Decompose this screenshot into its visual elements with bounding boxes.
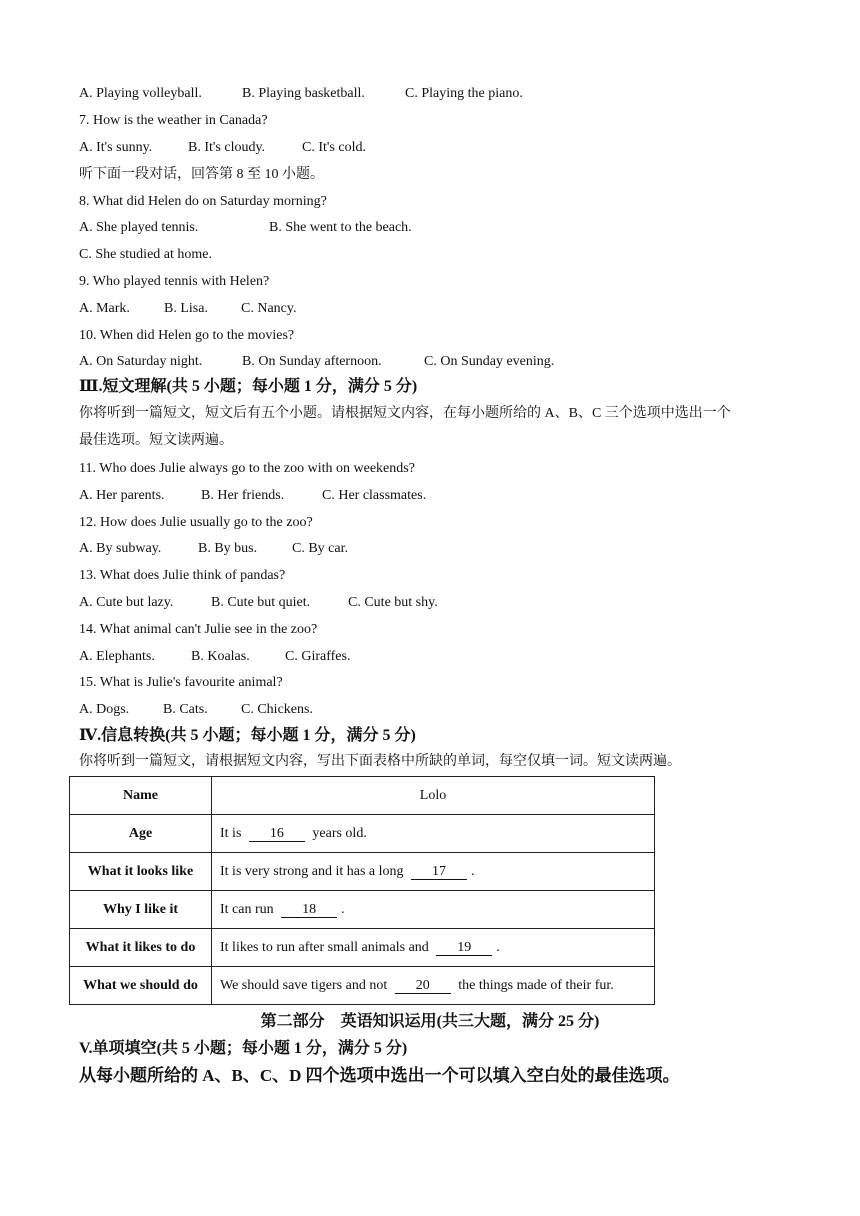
q8-option-a: A. She played tennis. — [79, 220, 199, 235]
section4-title: Ⅳ.信息转换(共 5 小题；每小题 1 分，满分 5 分) — [79, 727, 416, 744]
q12-option-c: C. By car. — [292, 541, 348, 556]
section5-instruction: 从每小题所给的 A、B、C、D 四个选项中选出一个可以填入空白处的最佳选项。 — [79, 1066, 680, 1085]
q14-options — [79, 648, 350, 666]
q6-option-b: B. Playing basketball. — [242, 86, 365, 101]
table-label-likes: What it likes to do — [70, 929, 212, 967]
q7-options — [79, 139, 366, 157]
q6-option-a: A. Playing volleyball. — [79, 86, 202, 101]
table-row — [70, 967, 655, 1005]
dialog-instruction: 听下面一段对话，回答第 8 至 10 小题。 — [79, 167, 324, 182]
q7-option-c: C. It's cold. — [302, 140, 366, 155]
table-value-age — [212, 815, 655, 853]
likes-text-pre: It likes to run after small animals and — [220, 939, 429, 955]
table-row — [70, 777, 655, 815]
q10-option-a: A. On Saturday night. — [79, 354, 203, 369]
table-value-looks — [212, 853, 655, 891]
q15-option-c: C. Chickens. — [241, 702, 313, 717]
section3-instruction-2: 最佳选项。短文读两遍。 — [79, 433, 233, 448]
q12-option-b: B. By bus. — [198, 541, 258, 556]
q15-option-b: B. Cats. — [163, 702, 208, 717]
q14-option-a: A. Elephants. — [79, 649, 155, 664]
q13-options — [79, 594, 438, 612]
table-label-name: Name — [70, 777, 212, 815]
section3-title: Ⅲ.短文理解(共 5 小题；每小题 1 分，满分 5 分) — [79, 378, 418, 395]
q7-option-a: A. It's sunny. — [79, 140, 153, 155]
q6-options — [79, 85, 523, 103]
q6-option-c: C. Playing the piano. — [405, 86, 523, 101]
q15-stem: 15. What is Julie's favourite animal? — [79, 675, 283, 690]
part2-title: 第二部分 英语知识运用(共三大题，满分 25 分) — [260, 1013, 600, 1030]
q10-option-b: B. On Sunday afternoon. — [242, 354, 382, 369]
age-text-post: years old. — [312, 825, 367, 841]
table-row — [70, 853, 655, 891]
q9-option-a: A. Mark. — [79, 301, 130, 316]
q8-stem: 8. What did Helen do on Saturday morning? — [79, 194, 327, 209]
q8-option-b: B. She went to the beach. — [269, 220, 412, 235]
table-row — [70, 891, 655, 929]
table-value-should — [212, 967, 655, 1005]
section4-instruction: 你将听到一篇短文，请根据短文内容，写出下面表格中所缺的单词，每空仅填一词。短文读两遍。 — [79, 754, 681, 769]
table-label-looks: What it looks like — [70, 853, 212, 891]
q9-option-b: B. Lisa. — [164, 301, 208, 316]
q8-options-row1 — [79, 219, 412, 237]
q14-stem: 14. What animal can't Julie see in the zoo? — [79, 622, 318, 637]
q9-options — [79, 300, 296, 318]
blank-18: 18 — [281, 903, 337, 918]
q13-option-a: A. Cute but lazy. — [79, 595, 174, 610]
q7-option-b: B. It's cloudy. — [188, 140, 266, 155]
q12-stem: 12. How does Julie usually go to the zoo? — [79, 515, 313, 530]
q11-stem: 11. Who does Julie always go to the zoo with on weekends? — [79, 461, 415, 476]
table-value-why — [212, 891, 655, 929]
q15-option-a: A. Dogs. — [79, 702, 130, 717]
q10-options — [79, 353, 554, 371]
q14-option-b: B. Koalas. — [191, 649, 250, 664]
q12-option-a: A. By subway. — [79, 541, 162, 556]
q13-option-c: C. Cute but shy. — [348, 595, 438, 610]
table-value-name: Lolo — [212, 777, 655, 815]
should-text-pre: We should save tigers and not — [220, 977, 388, 993]
blank-17: 17 — [411, 865, 467, 880]
age-text-pre: It is — [220, 825, 242, 841]
looks-text-post: . — [471, 863, 475, 879]
q13-option-b: B. Cute but quiet. — [211, 595, 311, 610]
section3-instruction-1: 你将听到一篇短文，短文后有五个小题。请根据短文内容，在每小题所给的 A、B、C 三个选项中选出一个 — [79, 406, 731, 421]
q10-stem: 10. When did Helen go to the movies? — [79, 328, 295, 343]
q11-option-a: A. Her parents. — [79, 488, 165, 503]
q11-options — [79, 487, 426, 505]
table-row — [70, 815, 655, 853]
q11-option-c: C. Her classmates. — [322, 488, 427, 503]
table-label-age: Age — [70, 815, 212, 853]
why-text-post: . — [341, 901, 345, 917]
table-value-likes — [212, 929, 655, 967]
likes-text-post: . — [496, 939, 500, 955]
q9-stem: 9. Who played tennis with Helen? — [79, 274, 270, 289]
looks-text-pre: It is very strong and it has a long — [220, 863, 404, 879]
table-row — [70, 929, 655, 967]
q14-option-c: C. Giraffes. — [285, 649, 351, 664]
q7-stem: 7. How is the weather in Canada? — [79, 113, 268, 128]
q11-option-b: B. Her friends. — [201, 488, 285, 503]
q15-options — [79, 701, 313, 719]
q12-options — [79, 540, 348, 558]
blank-20: 20 — [395, 979, 451, 994]
table-label-why: Why I like it — [70, 891, 212, 929]
info-table — [69, 776, 655, 1005]
should-text-post: the things made of their fur. — [458, 977, 614, 993]
q10-option-c: C. On Sunday evening. — [424, 354, 555, 369]
q8-option-c: C. She studied at home. — [79, 247, 212, 262]
q13-stem: 13. What does Julie think of pandas? — [79, 568, 286, 583]
blank-16: 16 — [249, 827, 305, 842]
blank-19: 19 — [436, 941, 492, 956]
why-text-pre: It can run — [220, 901, 274, 917]
table-label-should: What we should do — [70, 967, 212, 1005]
section5-title: V.单项填空(共 5 小题；每小题 1 分，满分 5 分) — [79, 1040, 408, 1057]
q9-option-c: C. Nancy. — [241, 301, 297, 316]
